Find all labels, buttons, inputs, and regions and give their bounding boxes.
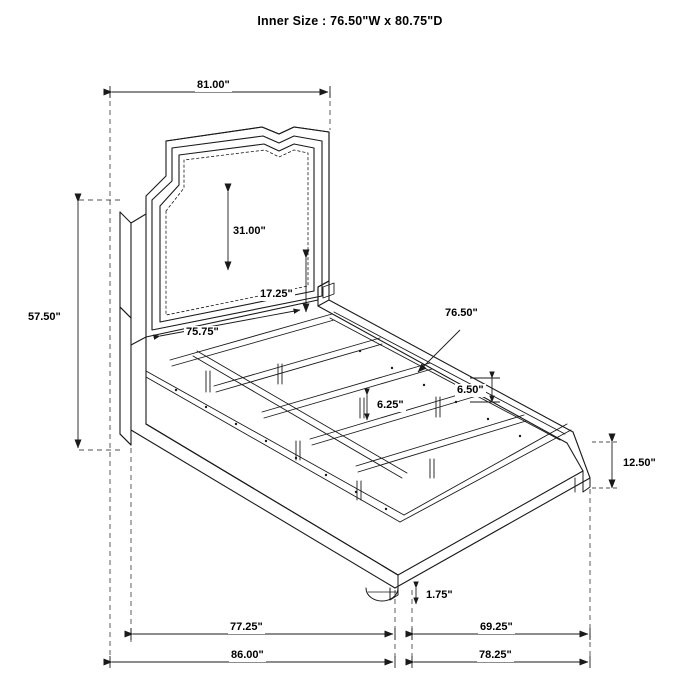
- page-title: Inner Size : 76.50"W x 80.75"D: [257, 14, 443, 28]
- dimension-label-bed-length-inner: 77.25": [230, 621, 263, 633]
- dimension-label-mattress-width: 76.50": [445, 307, 478, 319]
- dimension-label-headboard-panel-height: 31.00": [233, 225, 266, 237]
- dimension-label-overall-depth: 78.25": [479, 649, 512, 661]
- dimension-label-slat-height: 6.25": [377, 399, 404, 411]
- dimension-label-overall-length: 86.00": [231, 649, 264, 661]
- dimension-label-bed-depth-inner: 69.25": [480, 621, 513, 633]
- dimension-label-foot-clearance: 1.75": [426, 589, 453, 601]
- dimension-label-rail-height: 12.50": [623, 457, 656, 469]
- dimension-label-headboard-width: 81.00": [197, 79, 230, 91]
- dimension-label-headboard-inner-width: 75.75": [186, 326, 219, 338]
- dimension-label-overall-height: 57.50": [28, 311, 61, 323]
- dimension-label-rail-to-panel: 17.25": [260, 288, 293, 300]
- dimension-label-side-rail-thickness: 6.50": [457, 384, 484, 396]
